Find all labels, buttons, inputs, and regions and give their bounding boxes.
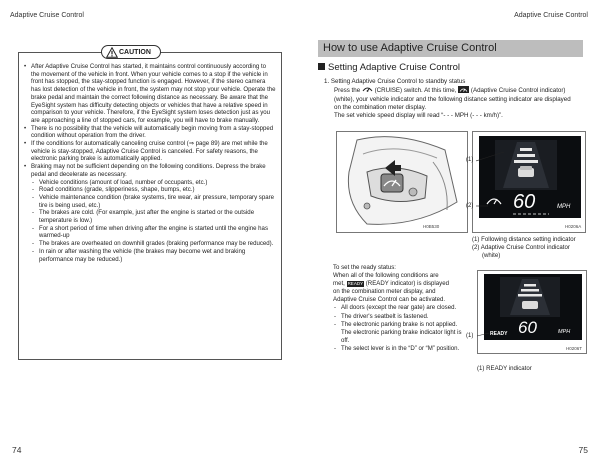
figure-1-captions [472, 236, 576, 259]
cruise-switch-icon [362, 86, 373, 93]
set-speed-readout: 60 [518, 318, 537, 337]
caution-body [24, 63, 276, 263]
caution-bullet: • If the conditions for automatically canceling cruise control (⇒ page 89) are met while the vehicle is stay-stopped, Adaptive Cruise Control is canceled. For safety reasons, the electronic parking brake is automatically applied. [24, 140, 276, 163]
callout-ready: (1) [466, 333, 474, 339]
acc-indicator-icon [458, 86, 469, 93]
figure-caption: (white) [482, 251, 501, 259]
step-1-line: Press the (CRUISE) switch. At this time, (Adaptive Cruise Control indicator) [334, 87, 566, 95]
subsection-title-text: Setting Adaptive Cruise Control [328, 62, 461, 73]
figure-2-caption: (1) READY indicator [477, 365, 532, 372]
ready-paragraph-line: When all of the following conditions are [333, 272, 439, 280]
caution-label-text: CAUTION [119, 49, 151, 56]
ready-condition: - The select lever is in the “D” or “M” position. [333, 345, 463, 353]
speed-unit: MPH [557, 204, 571, 210]
callout-1: (1) [466, 157, 474, 163]
callout-leader-line [476, 150, 506, 164]
caution-condition: - For a short period of time when driving after the engine is started until the engine has warmed-up [24, 225, 276, 240]
right-running-header: Adaptive Cruise Control [514, 12, 588, 19]
figure-caption: (1) Following distance setting indicator [472, 236, 576, 243]
figure-code: H0B530 [423, 224, 440, 229]
ready-paragraph-line: Adaptive Cruise Control can be activated. [333, 296, 446, 304]
ready-condition: - The driver's seatbelt is fastened. [333, 313, 463, 321]
step-1-line: The set vehicle speed display will read “- - - MPH (- - - km/h)”. [334, 112, 503, 120]
step-1-heading: 1. Setting Adaptive Cruise Control to standby status [324, 78, 466, 85]
caution-box [18, 49, 282, 360]
caution-bullet: • After Adaptive Cruise Control has started, it maintains control continuously according to the movement of the vehicle in front. When your vehicle comes to a stop if the vehicle in front has stopped, the stay-stopped function is engaged. However, if the stereo camera has lost detection of the vehicle in front, the system may not stop your vehicle. Operate the brake pedal and maintain the correct following distance as necessary. Be aware that the EyeSight system has difficulty detecting objects or vehicles that have a relative speed in comparison to your vehicle. Therefore, if the EyeSight system loses detection just as you are approaching a line of stopped cars, for example, you will have to brake manually. [24, 63, 276, 125]
callout-2: (2) [466, 203, 474, 209]
meter-display-illustration [473, 132, 585, 232]
left-running-header: Adaptive Cruise Control [10, 12, 84, 19]
square-bullet-icon [318, 63, 325, 70]
ready-condition: - The electronic parking brake is not applied. The electronic parking brake indicator light is off. [333, 321, 463, 345]
section-title: How to use Adaptive Cruise Control [318, 40, 583, 57]
figure-caption: (2) Adaptive Cruise Control indicator [472, 243, 570, 251]
caution-condition: - The brakes are cold. (For example, just after the engine is started or the outside temperature is low.) [24, 209, 276, 224]
figure-code: H0206T [566, 346, 583, 351]
ready-condition: - All doors (except the rear gate) are closed. [333, 304, 463, 312]
ready-paragraph-line: met, READY (READY indicator) is displayed [333, 280, 449, 288]
steering-wheel-switch-figure [336, 131, 468, 233]
caution-bullet: • Braking may not be sufficient depending on the following conditions. Depress the brake pedal and decelerate as necessary. [24, 163, 276, 178]
ready-paragraph-line: on the combination meter display, and [333, 288, 436, 296]
step-1 [324, 78, 586, 120]
warning-triangle-icon [106, 47, 118, 58]
caution-condition: - Vehicle maintenance condition (brake systems, tire wear, air pressure, temporary spare tire is being used, etc.) [24, 194, 276, 209]
ready-display-illustration [478, 271, 586, 353]
caution-condition: - In rain or after washing the vehicle (the brakes may become wet and braking performance may be reduced.) [24, 248, 276, 263]
step-1-line: (white), your vehicle indicator and the following distance setting indicator are displayed [334, 95, 571, 103]
caution-label [101, 45, 161, 59]
ready-status-text [333, 264, 463, 353]
caution-condition: - The brakes are overheated on downhill grades (braking performance may be reduced). [24, 240, 276, 248]
caution-condition: - Road conditions (grade, slipperiness, shape, bumps, etc.) [24, 186, 276, 194]
caution-bullet: • There is no possibility that the vehicle will automatically begin moving from a stay-stopped condition without operation from the driver. [24, 125, 276, 140]
steering-wheel-illustration [337, 132, 467, 232]
right-page-number: 75 [578, 445, 588, 455]
left-page-number: 74 [12, 445, 22, 455]
meter-display-figure [472, 131, 586, 233]
speed-unit: MPH [558, 329, 571, 335]
step-1-line: on the combination meter display. [334, 103, 427, 111]
subsection-title [318, 62, 460, 73]
ready-indicator-label: READY [490, 331, 508, 337]
set-speed-readout: 60 [513, 191, 536, 213]
caution-condition: - Vehicle conditions (amount of load, number of occupants, etc.) [24, 179, 276, 187]
ready-intro: To set the ready status: [333, 264, 397, 271]
callout-leader-line [477, 332, 491, 338]
callout-leader-line [476, 203, 490, 209]
ready-indicator-icon: READY [347, 280, 364, 286]
figure-code: H0206A [565, 224, 582, 229]
ready-display-figure [477, 270, 587, 354]
